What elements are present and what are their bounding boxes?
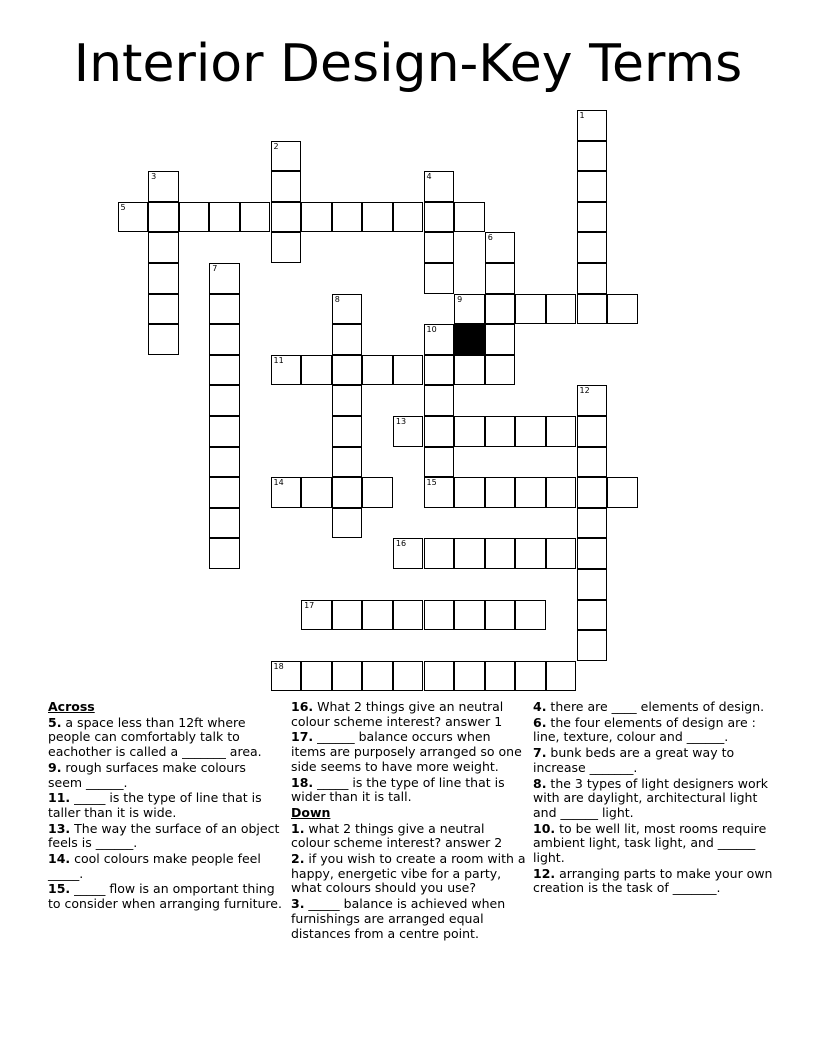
clues-column-2 xyxy=(291,700,527,942)
grid-cell[interactable] xyxy=(209,447,240,478)
grid-cell[interactable] xyxy=(209,263,240,294)
clue-number: 8 xyxy=(334,294,340,304)
clue-number: 14 xyxy=(273,478,284,488)
clue xyxy=(48,852,282,881)
clue xyxy=(48,822,282,851)
clue-number: 9 xyxy=(457,294,463,304)
grid-cell[interactable] xyxy=(424,202,455,233)
grid-cell[interactable] xyxy=(424,447,455,478)
clue-number: 11. xyxy=(48,790,71,806)
clue-number: 4 xyxy=(426,172,432,182)
grid-cell[interactable] xyxy=(209,508,240,539)
clue-number: 16 xyxy=(395,539,407,549)
clue-number: 16. xyxy=(291,699,314,714)
grid-cell[interactable] xyxy=(148,232,179,263)
grid-cell[interactable] xyxy=(332,294,363,325)
clue-number: 15 xyxy=(426,478,437,488)
grid-cell[interactable] xyxy=(209,385,240,416)
clue-number: 17. xyxy=(291,729,314,745)
grid-cell[interactable] xyxy=(424,477,455,508)
grid-cell[interactable] xyxy=(148,263,179,294)
clue-number: 2. xyxy=(291,851,305,867)
grid-cell[interactable] xyxy=(362,600,393,631)
grid-cell[interactable] xyxy=(577,508,608,539)
grid-cell[interactable] xyxy=(424,232,455,263)
grid-cell[interactable] xyxy=(271,202,302,233)
grid-cell[interactable] xyxy=(577,202,608,233)
grid-cell[interactable] xyxy=(301,661,332,692)
clue-number: 17 xyxy=(304,600,315,610)
clue-number: 8. xyxy=(533,775,547,791)
clue-number: 3. xyxy=(291,896,305,912)
grid-cell[interactable] xyxy=(577,538,608,569)
grid-cell[interactable] xyxy=(577,263,608,294)
clue xyxy=(48,761,282,790)
grid-cell[interactable] xyxy=(393,538,424,569)
clue-number: 4. xyxy=(533,699,547,714)
grid-cell[interactable] xyxy=(577,416,608,447)
grid-cell[interactable] xyxy=(485,263,516,294)
black-square xyxy=(454,324,485,355)
grid-cell[interactable] xyxy=(454,416,485,447)
clue xyxy=(291,852,527,896)
grid-cell[interactable] xyxy=(271,661,302,692)
grid-cell[interactable] xyxy=(209,538,240,569)
grid-cell[interactable] xyxy=(271,477,302,508)
grid-cell[interactable] xyxy=(485,355,516,386)
grid-cell[interactable] xyxy=(332,447,363,478)
clue-text: there are ____ elements of design. xyxy=(546,699,765,714)
grid-cell[interactable] xyxy=(577,385,608,416)
grid-cell[interactable] xyxy=(209,477,240,508)
grid-cell[interactable] xyxy=(577,447,608,478)
down-header: Down xyxy=(291,804,331,820)
grid-cell[interactable] xyxy=(301,355,332,386)
grid-cell[interactable] xyxy=(393,202,424,233)
across-header: Across xyxy=(48,699,95,714)
grid-cell[interactable] xyxy=(332,416,363,447)
grid-cell[interactable] xyxy=(209,202,240,233)
grid-cell[interactable] xyxy=(301,202,332,233)
grid-cell[interactable] xyxy=(424,661,455,692)
grid-cell[interactable] xyxy=(515,600,546,631)
grid-cell[interactable] xyxy=(332,661,363,692)
grid-cell[interactable] xyxy=(485,294,516,325)
clue xyxy=(533,822,773,866)
grid-cell[interactable] xyxy=(332,508,363,539)
clue-number: 6 xyxy=(487,233,493,243)
grid-cell[interactable] xyxy=(209,324,240,355)
grid-cell[interactable] xyxy=(148,294,179,325)
clue-text: arranging parts to make your own creation is the task of _______. xyxy=(533,865,773,896)
clue-text: to be well lit, most rooms require ambient light, task light, and ______ light. xyxy=(533,820,767,866)
grid-cell[interactable] xyxy=(393,600,424,631)
clue-text: cool colours make people feel _____. xyxy=(48,851,261,881)
grid-cell[interactable] xyxy=(148,202,179,233)
clue-number: 7. xyxy=(533,745,547,761)
grid-cell[interactable] xyxy=(454,477,485,508)
grid-cell[interactable] xyxy=(362,355,393,386)
grid-cell[interactable] xyxy=(454,600,485,631)
grid-cell[interactable] xyxy=(301,600,332,631)
clue xyxy=(533,716,773,745)
grid-cell[interactable] xyxy=(577,630,608,661)
clue xyxy=(48,882,282,911)
grid-cell[interactable] xyxy=(332,385,363,416)
grid-cell[interactable] xyxy=(209,294,240,325)
clue xyxy=(533,746,773,775)
grid-cell[interactable] xyxy=(271,232,302,263)
grid-cell[interactable] xyxy=(424,600,455,631)
grid-cell[interactable] xyxy=(424,538,455,569)
clue-text: ______ balance occurs when items are purposely arranged so one side seems to have more weight. xyxy=(291,729,522,774)
grid-cell[interactable] xyxy=(515,477,546,508)
across-clue-list-continued xyxy=(291,700,527,805)
grid-cell[interactable] xyxy=(485,416,516,447)
clues-column-3 xyxy=(533,700,773,897)
grid-cell[interactable] xyxy=(424,324,455,355)
grid-cell[interactable] xyxy=(577,569,608,600)
clue xyxy=(533,777,773,821)
down-clue-list-continued xyxy=(533,700,773,896)
grid-cell[interactable] xyxy=(454,202,485,233)
clue-number: 12 xyxy=(579,386,590,396)
clue xyxy=(291,776,527,805)
grid-cell[interactable] xyxy=(577,141,608,172)
clue-number: 10 xyxy=(426,325,437,335)
grid-cell[interactable] xyxy=(424,355,455,386)
clue-text: the four elements of design are : line, texture, colour and ______. xyxy=(533,714,756,745)
clue-number: 13. xyxy=(48,820,71,836)
grid-cell[interactable] xyxy=(577,600,608,631)
clue xyxy=(48,791,282,820)
grid-cell[interactable] xyxy=(577,294,608,325)
grid-cell[interactable] xyxy=(546,416,577,447)
grid-cell[interactable] xyxy=(271,171,302,202)
clue xyxy=(533,867,773,896)
grid-cell[interactable] xyxy=(362,202,393,233)
grid-cell[interactable] xyxy=(362,661,393,692)
grid-cell[interactable] xyxy=(485,232,516,263)
grid-cell[interactable] xyxy=(148,171,179,202)
clue-text: if you wish to create a room with a happy, energetic vibe for a party, what colours should you use? xyxy=(291,851,526,896)
clue-number: 11 xyxy=(273,355,284,365)
grid-cell[interactable] xyxy=(362,477,393,508)
clue-text: bunk beds are a great way to increase _______. xyxy=(533,745,735,775)
grid-cell[interactable] xyxy=(546,538,577,569)
clue xyxy=(48,716,282,760)
clue-number: 1. xyxy=(291,820,305,836)
grid-cell[interactable] xyxy=(577,232,608,263)
grid-cell[interactable] xyxy=(546,294,577,325)
clue-number: 5 xyxy=(120,202,126,212)
clue-text: _____ is the type of line that is wider than it is tall. xyxy=(291,774,505,805)
grid-cell[interactable] xyxy=(515,661,546,692)
grid-cell[interactable] xyxy=(424,416,455,447)
clue-text: the 3 types of light designers work with are daylight, architectural light and ______ light. xyxy=(533,775,768,820)
grid-cell[interactable] xyxy=(424,171,455,202)
across-clue-list xyxy=(48,716,282,912)
grid-cell[interactable] xyxy=(485,477,516,508)
grid-cell[interactable] xyxy=(393,355,424,386)
clue-text: The way the surface of an object feels is ______. xyxy=(48,820,280,851)
grid-cell[interactable] xyxy=(271,141,302,172)
grid-cell[interactable] xyxy=(485,538,516,569)
clue-number: 10. xyxy=(533,820,556,836)
grid-cell[interactable] xyxy=(577,110,608,141)
clue-number: 5. xyxy=(48,714,62,730)
clue-text: rough surfaces make colours seem ______. xyxy=(48,759,246,790)
grid-cell[interactable] xyxy=(485,661,516,692)
grid-cell[interactable] xyxy=(577,477,608,508)
grid-cell[interactable] xyxy=(515,416,546,447)
grid-cell[interactable] xyxy=(607,294,638,325)
grid-cell[interactable] xyxy=(577,171,608,202)
grid-cell[interactable] xyxy=(301,477,332,508)
grid-cell[interactable] xyxy=(454,538,485,569)
grid-cell[interactable] xyxy=(332,355,363,386)
grid-cell[interactable] xyxy=(118,202,149,233)
grid-cell[interactable] xyxy=(485,600,516,631)
clue-text: _____ flow is an omportant thing to consider when arranging furniture. xyxy=(48,881,282,912)
grid-cell[interactable] xyxy=(209,355,240,386)
clue-text: what 2 things give a neutral colour scheme interest? answer 2 xyxy=(291,820,503,851)
clue-text: _____ balance is achieved when furnishings are arranged equal distances from a centre point. xyxy=(291,896,506,941)
grid-cell[interactable] xyxy=(240,202,271,233)
grid-cell[interactable] xyxy=(454,355,485,386)
grid-cell[interactable] xyxy=(271,355,302,386)
clue-number: 15. xyxy=(48,881,71,897)
clue xyxy=(291,700,527,729)
grid-cell[interactable] xyxy=(393,661,424,692)
grid-cell[interactable] xyxy=(148,324,179,355)
clue-number: 7 xyxy=(212,264,218,273)
clue xyxy=(291,897,527,941)
grid-cell[interactable] xyxy=(454,661,485,692)
grid-cell[interactable] xyxy=(424,385,455,416)
down-clue-list xyxy=(291,822,527,942)
grid-cell[interactable] xyxy=(179,202,210,233)
clue-number: 9. xyxy=(48,759,62,775)
grid-cell[interactable] xyxy=(485,324,516,355)
grid-cell[interactable] xyxy=(332,600,363,631)
clue-number: 6. xyxy=(533,714,547,730)
grid-cell[interactable] xyxy=(454,294,485,325)
grid-cell[interactable] xyxy=(546,477,577,508)
grid-cell[interactable] xyxy=(546,661,577,692)
clues-column-1 xyxy=(48,700,282,913)
clue-text: What 2 things give an neutral colour scheme interest? answer 1 xyxy=(291,699,504,729)
grid-cell[interactable] xyxy=(393,416,424,447)
clue-number: 13 xyxy=(395,417,407,426)
grid-cell[interactable] xyxy=(607,477,638,508)
clue-text: a space less than 12ft where people can comfortably talk to eachother is called a _______ area. xyxy=(48,714,262,760)
clue-text: _____ is the type of line that is taller than it is wide. xyxy=(48,790,262,820)
grid-cell[interactable] xyxy=(332,202,363,233)
clue-number: 18 xyxy=(273,661,284,671)
grid-cell[interactable] xyxy=(515,538,546,569)
grid-cell[interactable] xyxy=(209,416,240,447)
grid-cell[interactable] xyxy=(515,294,546,325)
grid-cell[interactable] xyxy=(332,477,363,508)
grid-cell[interactable] xyxy=(332,324,363,355)
grid-cell[interactable] xyxy=(424,263,455,294)
clue-number: 2 xyxy=(273,141,279,151)
clue-number: 1 xyxy=(579,111,585,120)
clue xyxy=(533,700,773,715)
puzzle-title: Interior Design-Key Terms xyxy=(73,34,743,94)
clue xyxy=(291,822,527,851)
clue-number: 14. xyxy=(48,851,71,867)
clue-number: 18. xyxy=(291,774,314,790)
clue-number: 3 xyxy=(151,172,157,182)
clue-number: 12. xyxy=(533,865,556,881)
clue xyxy=(291,730,527,774)
